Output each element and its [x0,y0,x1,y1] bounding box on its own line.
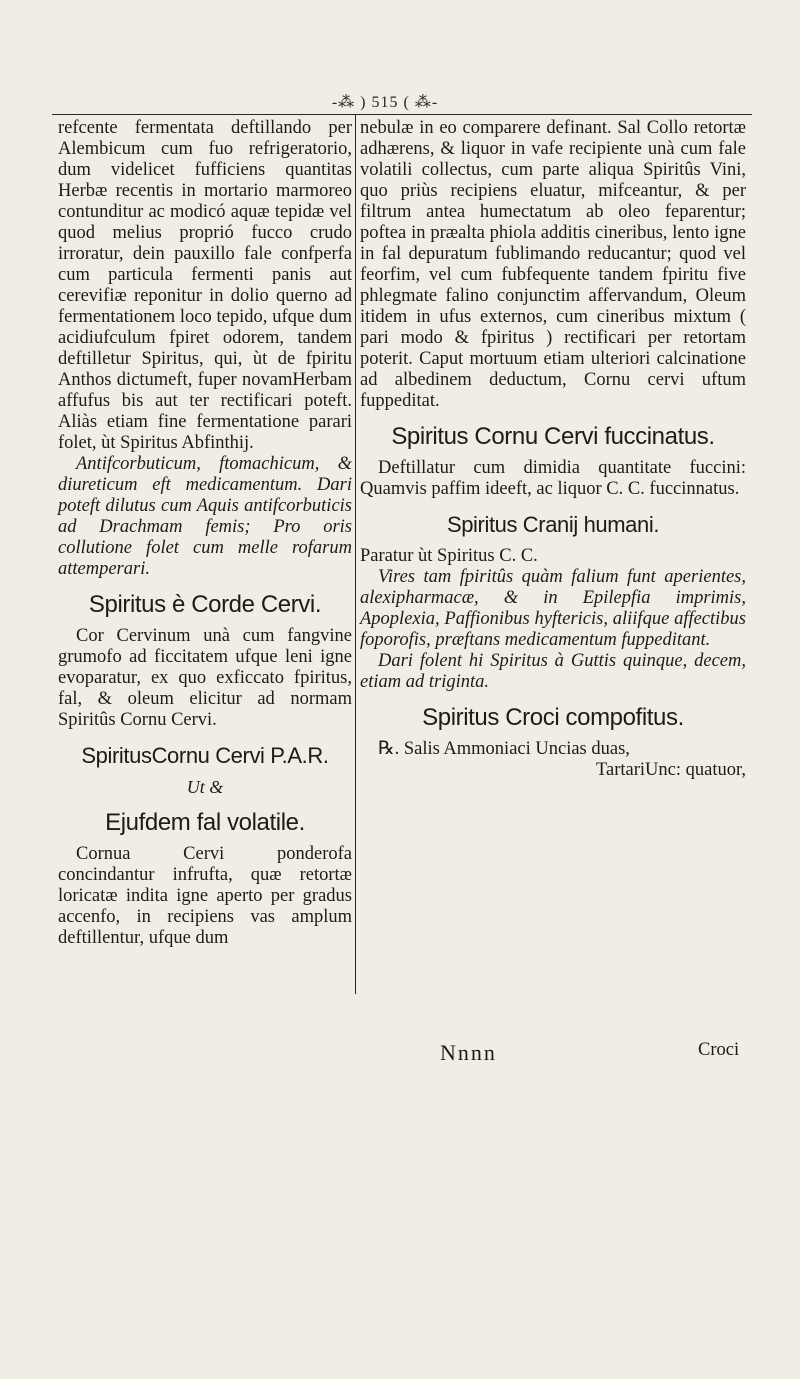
column-divider [355,114,356,994]
heading-cranij-humani: Spiritus Cranij humani. [446,512,660,537]
right-paragraph-3: Paratur ùt Spiritus C. C. [360,546,538,566]
recipe-line-2: TartariUnc: quatuor, [595,760,746,780]
heading-cornu-cervi-succinatus: Spiritus Cornu Cervi fuccinatus. [391,423,715,450]
heading-spiritus-cornu-cervi: SpiritusCornu Cervi P.A.R. [81,743,329,768]
left-column [58,118,352,949]
recipe-line-1: ℞. Salis Ammoniaci Uncias duas, [378,739,630,759]
right-paragraph-5: Dari folent hi Spiritus à Guttis quinque, decem, etiam ad triginta. [360,651,746,692]
catchword: Croci [698,1040,740,1060]
signature-mark: Nnnn [440,1040,497,1065]
heading-spiritus-corde-cervi: Spiritus è Corde Cervi. [88,591,322,618]
right-column [360,118,746,781]
right-paragraph-2: Deftillatur cum dimidia quantitate fuccini: Quamvis paffim ideeft, ac liquor C. C. fuccinnatus. [360,458,746,499]
running-header: -⁂ ) 515 ( ⁂- [331,94,439,111]
left-paragraph-2: Antifcorbuticum, ftomachicum, & diureticum eft medicamentum. Dari poteft dilutus cum Aquis antifcorbuticis ad Drachmam femis; Pro oris collutione folet cum melle rofarum attemperari. [58,454,352,579]
header-rule [52,114,752,115]
right-paragraph-1: nebulæ in eo comparere definant. Sal Collo retortæ adhærens, & liquor in vafe recipiente unà cum fale volatili collectus, cum parte aliqua Spiritûs Vini, quo priùs recipiens eluatur, mifceantur, & per filtrum antea humectatum ab oleo feparentur; poftea in præalta phiola additis cineribus, lento igne in fal depuratum fublimando reducantur; quod vel feorfim, vel cum fubfequente tandem fpiritu five phlegmate falino conjunctim affervandum, Oleum itidem in ufus externos, cum cineribus mixtum ( pari modo & fpiritus ) rectificari per retortam poterit. Caput mortuum etiam ulteriori calcinatione ad albedinem deductum, Cornu cervi uftum fuppeditat. [360,118,746,411]
left-paragraph-3: Cor Cervinum unà cum fangvine grumofo ad ficcitatem ufque leni igne evoparatur, ex quo exficcato fpiritus, fal, & oleum elicitur ad normam Spiritûs Cornu Cervi. [58,626,352,730]
left-paragraph-1: refcente fermentata deftillando per Alembicum cum fuo refrigeratorio, dum videlicet fufficiens quantitas Herbæ recentis in mortario marmoreo contunditur ac modicó aquæ tepidæ vel quod melius proprió fucco crudo irroratur, dein pauxillo fale confperfa cum particula fermenti panis aut cerevifiæ reponitur in dolio querno ad fermentationem loco tepido, ufque dum acidiufculum fpiret odorem, tandem deftilletur Spiritus, qui, ùt de fpiritu Anthos dictumeft, fuper novamHerbam affufus bis aut ter rectificari poteft. Aliàs etiam fine fermentatione parari folet, ùt Spiritus Abfinthij. [58,118,352,453]
ut-line: Ut & [186,777,224,797]
heading-croci-compositus: Spiritus Croci compofitus. [422,704,684,731]
left-paragraph-4: Cornua Cervi ponderofa concindantur infrufta, quæ retortæ loricatæ indita igne aperto per gradus accenfo, in recipiens vas amplum deftillentur, ufque dum [58,844,352,948]
right-paragraph-4: Vires tam fpiritûs quàm falium funt aperientes, alexipharmacæ, & in Epilepfia imprimis, Apoplexia, Paffionibus hyftericis, aliifque affectibus foporofis, præftans medicamentum fuppeditant. [360,567,746,650]
heading-sal-volatile: Ejufdem fal volatile. [105,809,305,836]
